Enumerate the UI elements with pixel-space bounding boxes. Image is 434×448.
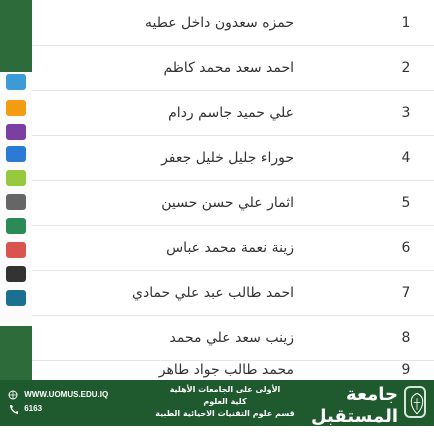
phone-icon <box>8 404 18 414</box>
footer-phone-line <box>8 402 118 416</box>
table-row <box>32 270 434 316</box>
names-table <box>32 0 434 380</box>
footer-contact <box>8 388 118 422</box>
table-row <box>32 135 434 181</box>
table-row <box>32 360 434 380</box>
logo-7-icon <box>6 218 26 234</box>
table-row <box>32 225 434 271</box>
logo-4-icon <box>6 146 26 162</box>
student-name: زينب سعد علي محمد <box>169 329 294 346</box>
row-number: 8 <box>401 329 411 346</box>
university-brand <box>304 384 426 447</box>
partner-logos <box>2 74 30 324</box>
row-number: 9 <box>401 362 411 378</box>
footer-website-line <box>8 388 118 402</box>
globe-icon <box>8 390 18 400</box>
center-line-2: كلية العلوم <box>203 397 247 406</box>
student-name: علي حميد جاسم ردام <box>168 104 294 121</box>
student-name: زينة نعمة محمد عباس <box>166 239 294 256</box>
row-number: 5 <box>401 194 411 211</box>
logo-9-icon <box>6 266 26 282</box>
row-number: 4 <box>401 149 411 166</box>
table-row <box>32 180 434 226</box>
logo-1-icon <box>6 74 26 90</box>
logo-10-icon <box>6 290 26 306</box>
row-number: 1 <box>401 14 411 31</box>
phone-text: 6163 <box>24 404 43 413</box>
logo-5-icon <box>6 170 26 186</box>
university-crest-icon <box>404 386 426 418</box>
table-row <box>32 315 434 361</box>
logo-8-icon <box>6 242 26 258</box>
student-name: محمد طالب جواد طاهر <box>158 362 294 378</box>
row-number: 2 <box>401 59 411 76</box>
university-name-ar: جامعة المستقبل <box>310 384 398 427</box>
row-number: 3 <box>401 104 411 121</box>
row-number: 6 <box>401 239 411 256</box>
table-row <box>32 45 434 91</box>
student-name: احمد طالب عبد علي حمادي <box>132 284 294 301</box>
table-row <box>32 0 434 46</box>
table-row <box>32 90 434 136</box>
website-text: WWW.UOMUS.EDU.IQ <box>24 390 109 399</box>
student-name: اثمار علي حسن حسين <box>161 194 294 211</box>
logo-6-icon <box>6 194 26 210</box>
center-line-1: الأولى على الجامعات الأهلية <box>169 385 281 394</box>
row-number: 7 <box>401 284 411 301</box>
university-name-en: AL-MUSTAQBAL UNIVERSITY <box>336 429 398 447</box>
center-line-3: قسم علوم التقنيات الاحيائية الطبية <box>155 409 295 418</box>
logo-2-icon <box>6 100 26 116</box>
student-name: حمزه سعدون داخل عطيه <box>145 14 294 31</box>
logo-3-icon <box>6 124 26 140</box>
footer-center-text <box>150 384 300 420</box>
student-name: احمد سعد محمد كاظم <box>163 59 294 76</box>
student-name: حوراء جليل خليل جعفر <box>161 149 294 166</box>
footer-bar <box>0 380 434 447</box>
